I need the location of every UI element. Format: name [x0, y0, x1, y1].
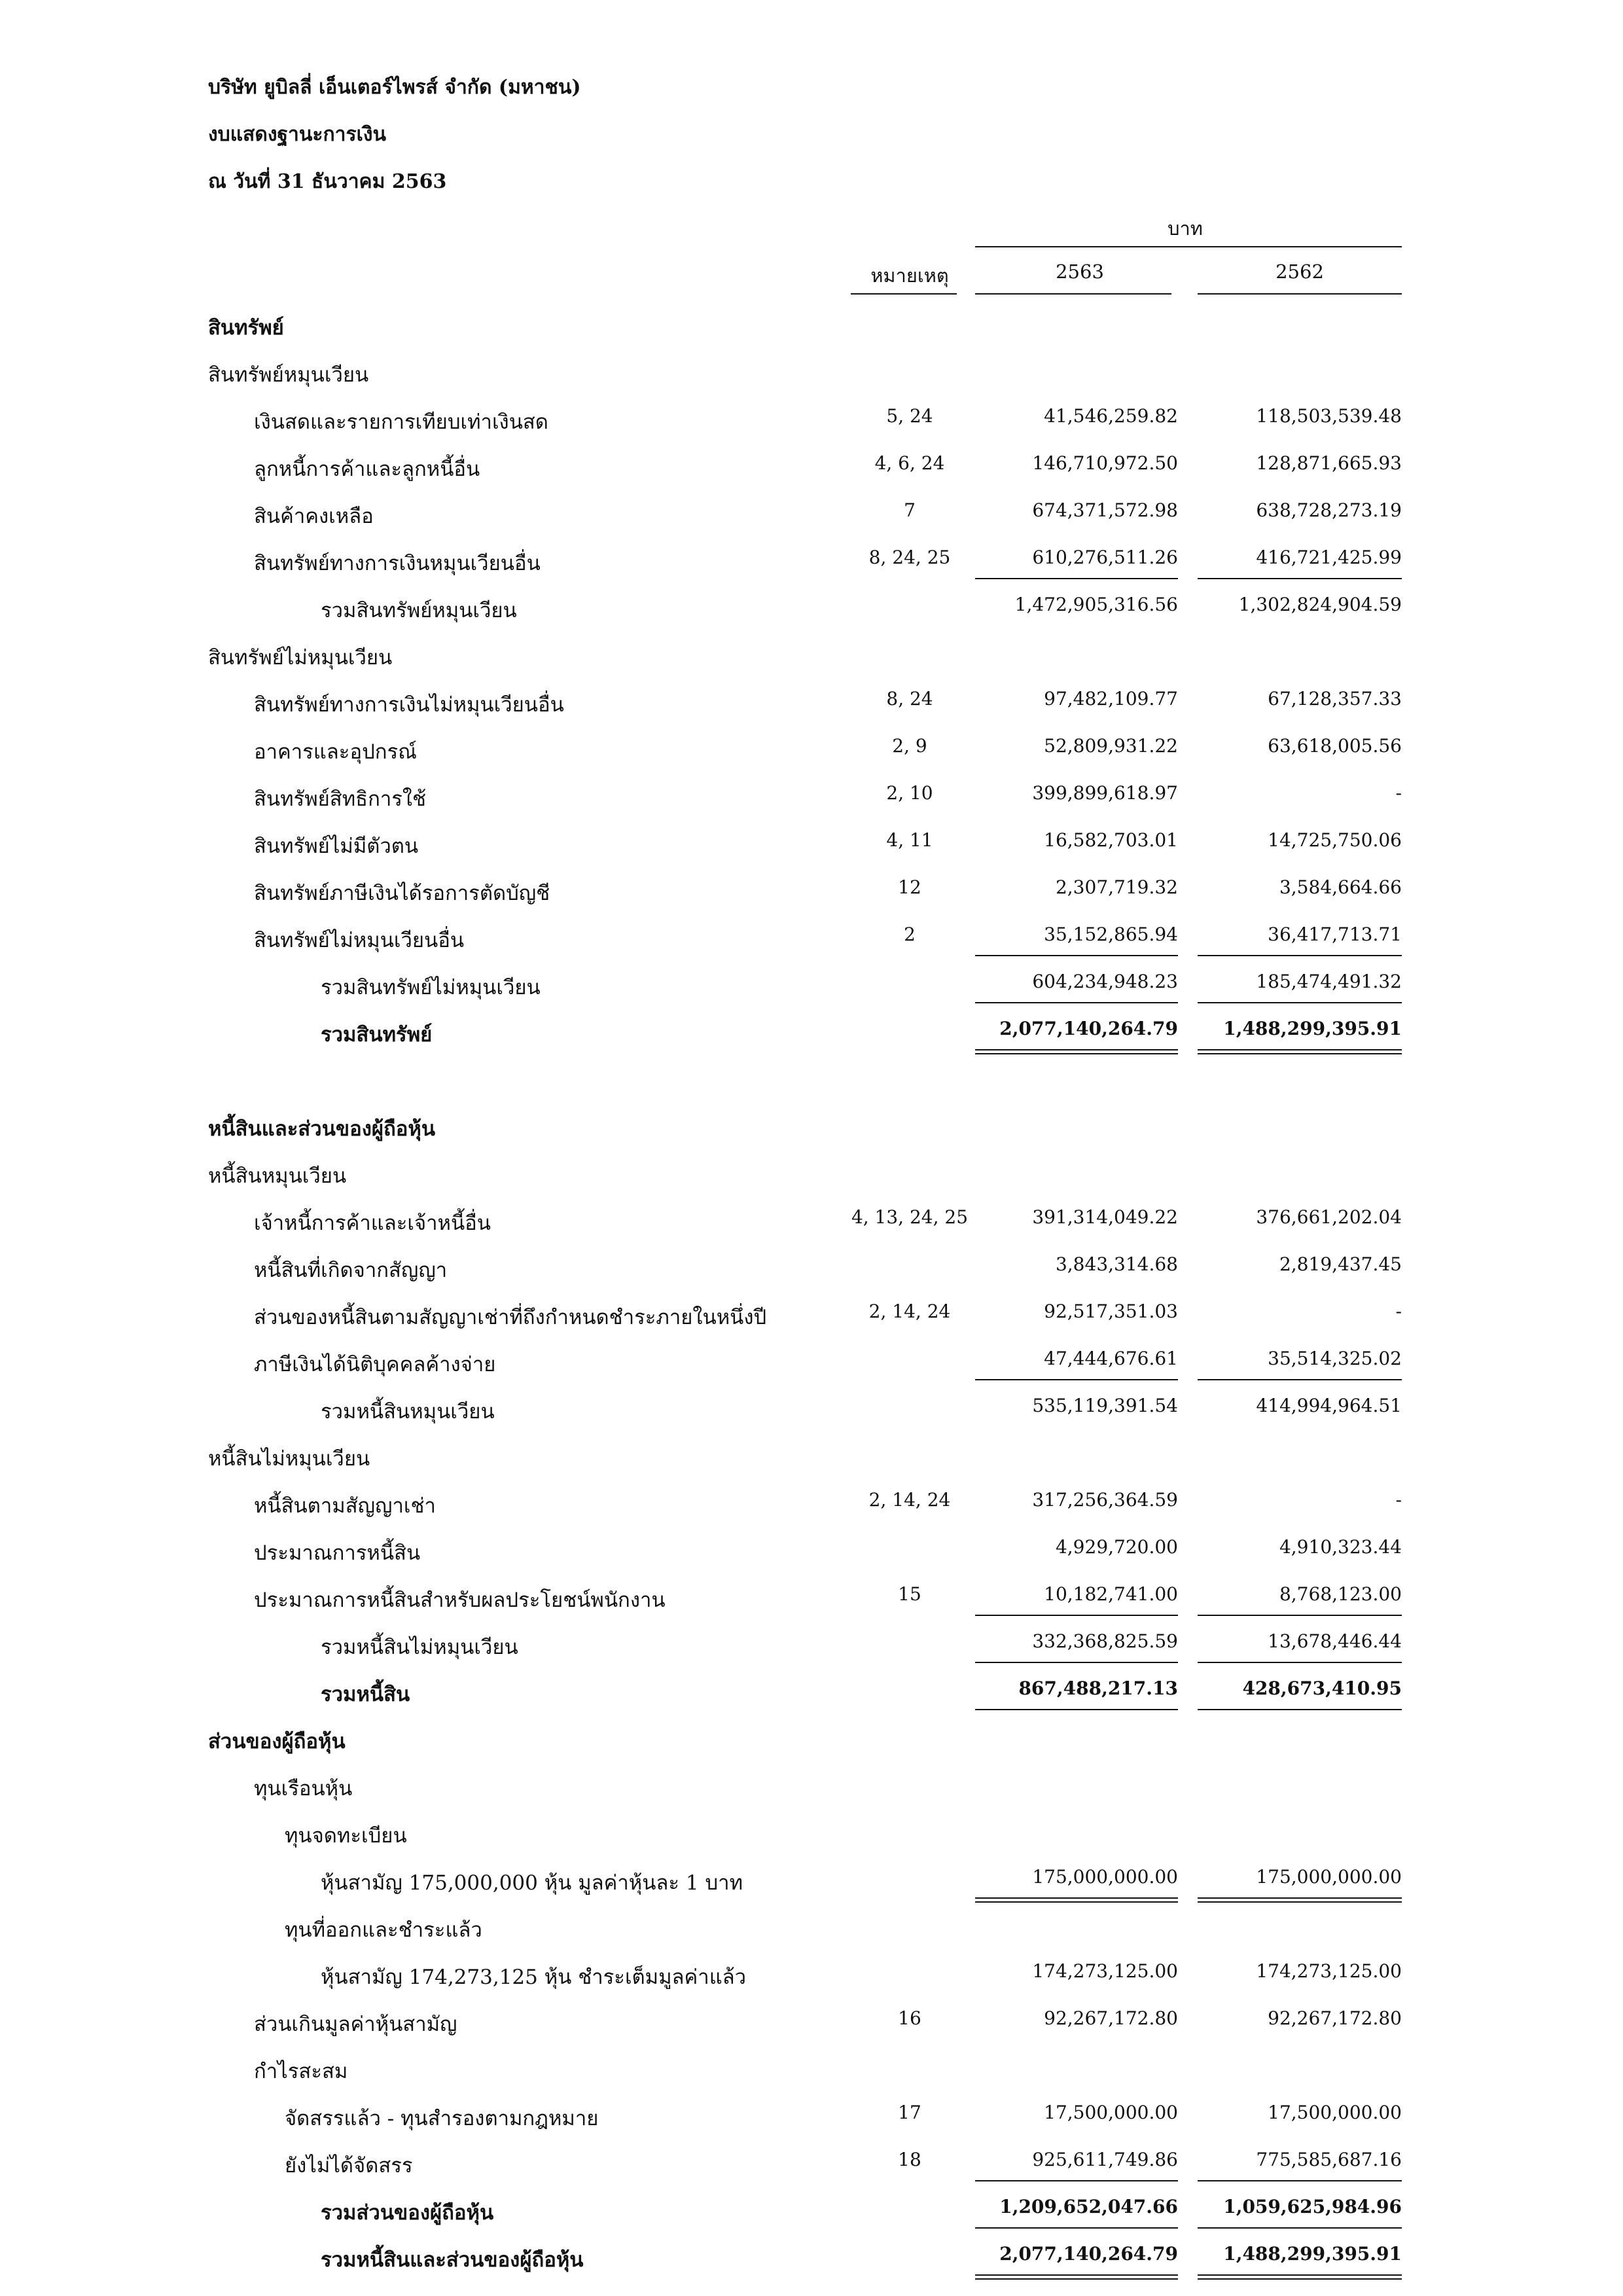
table-row [0, 971, 1623, 1007]
row-note: 8, 24, 25 [868, 547, 951, 568]
row-label: หนี้สินที่เกิดจากสัญญา [254, 1259, 448, 1282]
row-label: สินทรัพย์ภาษีเงินได้รอการตัดบัญชี [254, 882, 550, 905]
value-2562: 67,128,357.33 [1268, 688, 1402, 709]
value-2563: 10,182,741.00 [1044, 1583, 1178, 1605]
value-2563: 41,546,259.82 [1044, 405, 1178, 427]
row-label: ประมาณการหนี้สิน [254, 1541, 421, 1565]
value-2563: 317,256,364.59 [1032, 1489, 1178, 1511]
value-2562: 1,302,824,904.59 [1238, 594, 1402, 615]
table-row [0, 924, 1623, 960]
subtotal-rule [975, 1662, 1178, 1663]
row-label: หุ้นสามัญ 174,273,125 หุ้น ชำระเต็มมูลค่าแล้ว [321, 1965, 747, 1989]
table-row [0, 2102, 1623, 2138]
value-2562: - [1395, 1300, 1402, 1322]
table-row [0, 1819, 1623, 1856]
table-row [0, 1913, 1623, 1950]
table-row [0, 358, 1623, 395]
row-label: ส่วนเกินมูลค่าหุ้นสามัญ [254, 2013, 457, 2036]
table-row [0, 2243, 1623, 2280]
row-note: 17 [898, 2102, 921, 2123]
row-label: รวมสินทรัพย์ไม่หมุนเวียน [321, 976, 541, 999]
value-2562: 775,585,687.16 [1256, 2149, 1402, 2170]
row-note: 16 [898, 2007, 921, 2029]
subtotal-rule [1198, 2180, 1402, 2181]
table-row [0, 1395, 1623, 1431]
row-label: สินทรัพย์ [208, 316, 284, 340]
table-row [0, 1159, 1623, 1196]
row-label: เงินสดและรายการเทียบเท่าเงินสด [254, 410, 548, 434]
row-label: ทุนเรือนหุ้น [254, 1777, 353, 1801]
row-label: อาคารและอุปกรณ์ [254, 740, 417, 764]
value-2563: 35,152,865.94 [1044, 924, 1178, 945]
subtotal-rule [1198, 578, 1402, 579]
company-name: บริษัท ยูบิลลี่ เอ็นเตอร์ไพรส์ จำกัด (มหาชน) [208, 76, 581, 99]
value-2563: 604,234,948.23 [1032, 971, 1178, 992]
table-row [0, 1960, 1623, 1997]
value-2563: 1,472,905,316.56 [1014, 594, 1178, 615]
subtotal-rule [975, 1709, 1178, 1710]
value-2563: 391,314,049.22 [1032, 1206, 1178, 1228]
subtotal-rule [1198, 1379, 1402, 1380]
row-note: 2, 10 [886, 782, 933, 804]
total-double-rule [1198, 2274, 1402, 2280]
row-note: 12 [898, 876, 921, 898]
row-label: สินค้าคงเหลือ [254, 505, 374, 528]
value-2563: 47,444,676.61 [1044, 1348, 1178, 1369]
value-2562: 8,768,123.00 [1279, 1583, 1402, 1605]
value-2562: 175,000,000.00 [1256, 1866, 1402, 1888]
row-note: 2 [904, 924, 916, 945]
table-row [0, 1677, 1623, 1714]
value-2562: 638,728,273.19 [1256, 499, 1402, 521]
row-note: 4, 11 [886, 829, 933, 851]
row-label: หนี้สินหมุนเวียน [208, 1164, 347, 1188]
subtotal-rule [975, 578, 1178, 579]
row-note: 15 [898, 1583, 921, 1605]
value-2563: 399,899,618.97 [1032, 782, 1178, 804]
row-note: 2, 14, 24 [868, 1489, 951, 1511]
table-row [0, 2054, 1623, 2091]
value-2563: 4,929,720.00 [1055, 1536, 1178, 1558]
row-label: รวมสินทรัพย์หมุนเวียน [321, 599, 517, 622]
row-label: รวมหนี้สินไม่หมุนเวียน [321, 1636, 518, 1659]
value-2562: 36,417,713.71 [1268, 924, 1402, 945]
table-row [0, 1253, 1623, 1290]
table-row [0, 311, 1623, 348]
value-2563: 925,611,749.86 [1032, 2149, 1178, 2170]
table-row [0, 2196, 1623, 2233]
value-2562: 428,673,410.95 [1242, 1677, 1402, 1699]
value-2563: 1,209,652,047.66 [999, 2196, 1178, 2217]
value-2563: 16,582,703.01 [1044, 829, 1178, 851]
total-double-rule [975, 1897, 1178, 1903]
row-label: รวมหนี้สินหมุนเวียน [321, 1400, 495, 1424]
row-label: สินทรัพย์ทางการเงินหมุนเวียนอื่น [254, 552, 541, 575]
value-2562: 3,584,664.66 [1279, 876, 1402, 898]
table-row [0, 1725, 1623, 1761]
row-note: 2, 9 [892, 735, 927, 757]
table-row [0, 1772, 1623, 1808]
value-2562: 1,488,299,395.91 [1223, 1018, 1402, 1039]
row-label: สินทรัพย์สิทธิการใช้ [254, 787, 427, 811]
value-2562: 174,273,125.00 [1256, 1960, 1402, 1982]
value-2563: 92,517,351.03 [1044, 1300, 1178, 1322]
currency-header: บาท [1168, 217, 1203, 240]
row-label: ทุนที่ออกและชำระแล้ว [285, 1918, 482, 1942]
table-row [0, 1206, 1623, 1243]
table-row [0, 1866, 1623, 1903]
table-row [0, 641, 1623, 677]
row-note: 5, 24 [886, 405, 933, 427]
value-2562: 185,474,491.32 [1256, 971, 1402, 992]
row-note: 2, 14, 24 [868, 1300, 951, 1322]
value-2563: 867,488,217.13 [1018, 1677, 1178, 1699]
subtotal-rule [975, 2227, 1178, 2229]
note-header-underline [851, 293, 957, 295]
row-label: หนี้สินและส่วนของผู้ถือหุ้น [208, 1117, 436, 1141]
value-2563: 535,119,391.54 [1032, 1395, 1178, 1416]
table-row [0, 1536, 1623, 1573]
total-double-rule [975, 2274, 1178, 2280]
row-label: จัดสรรแล้ว - ทุนสำรองตามกฎหมาย [285, 2107, 599, 2130]
value-2563: 92,267,172.80 [1044, 2007, 1178, 2029]
table-row [0, 782, 1623, 819]
value-2562: 4,910,323.44 [1279, 1536, 1402, 1558]
row-label: ประมาณการหนี้สินสำหรับผลประโยชน์พนักงาน [254, 1588, 666, 1612]
row-label: ส่วนของผู้ถือหุ้น [208, 1730, 346, 1753]
row-label: สินทรัพย์หมุนเวียน [208, 363, 369, 387]
subtotal-rule [1198, 2227, 1402, 2229]
row-label: ลูกหนี้การค้าและลูกหนี้อื่น [254, 457, 480, 481]
value-2563: 2,077,140,264.79 [999, 2243, 1178, 2265]
value-2562: 13,678,446.44 [1268, 1630, 1402, 1652]
table-row [0, 735, 1623, 772]
row-label: กำไรสะสม [254, 2060, 348, 2083]
row-label: รวมหนี้สิน [321, 1683, 410, 1706]
value-2563: 674,371,572.98 [1032, 499, 1178, 521]
value-2563: 332,368,825.59 [1032, 1630, 1178, 1652]
table-row [0, 829, 1623, 866]
subtotal-rule [975, 1002, 1178, 1003]
row-note: 7 [904, 499, 916, 521]
value-2562: 1,059,625,984.96 [1223, 2196, 1402, 2217]
table-row [0, 499, 1623, 536]
subtotal-rule [975, 1379, 1178, 1380]
value-2563: 146,710,972.50 [1032, 452, 1178, 474]
value-2562: 414,994,964.51 [1256, 1395, 1402, 1416]
value-2562: 416,721,425.99 [1256, 547, 1402, 568]
year-2563-underline [975, 293, 1171, 295]
value-2563: 52,809,931.22 [1044, 735, 1178, 757]
row-label: รวมหนี้สินและส่วนของผู้ถือหุ้น [321, 2248, 584, 2272]
row-label: ภาษีเงินได้นิติบุคคลค้างจ่าย [254, 1353, 496, 1376]
value-2563: 2,307,719.32 [1055, 876, 1178, 898]
subtotal-rule [1198, 1002, 1402, 1003]
row-label: หนี้สินตามสัญญาเช่า [254, 1494, 436, 1518]
row-label: รวมส่วนของผู้ถือหุ้น [321, 2201, 494, 2225]
value-2563: 2,077,140,264.79 [999, 1018, 1178, 1039]
statement-title: งบแสดงฐานะการเงิน [208, 123, 387, 146]
value-2562: 35,514,325.02 [1268, 1348, 1402, 1369]
table-row [0, 876, 1623, 913]
row-label: หนี้สินไม่หมุนเวียน [208, 1447, 370, 1471]
total-double-rule [1198, 1049, 1402, 1054]
total-double-rule [1198, 1897, 1402, 1903]
year-2562-underline [1198, 293, 1402, 295]
subtotal-rule [1198, 955, 1402, 956]
subtotal-rule [1198, 1709, 1402, 1710]
value-2562: 92,267,172.80 [1268, 2007, 1402, 2029]
statement-date: ณ วันที่ 31 ธันวาคม 2563 [208, 170, 447, 193]
table-row [0, 2007, 1623, 2044]
row-note: 4, 6, 24 [874, 452, 945, 474]
row-label: เจ้าหนี้การค้าและเจ้าหนี้อื่น [254, 1211, 491, 1235]
table-row [0, 405, 1623, 442]
table-row [0, 547, 1623, 583]
note-column-header: หมายเหตุ [870, 264, 949, 287]
row-label: หุ้นสามัญ 175,000,000 หุ้น มูลค่าหุ้นละ 1 บาท [321, 1871, 743, 1895]
row-label: สินทรัพย์ไม่หมุนเวียน [208, 646, 393, 670]
value-2562: 128,871,665.93 [1256, 452, 1402, 474]
year-2562-header: 2562 [1275, 260, 1324, 283]
row-label: ส่วนของหนี้สินตามสัญญาเช่าที่ถึงกำหนดชำระภายในหนึ่งปี [254, 1306, 767, 1329]
table-row [0, 1442, 1623, 1479]
value-2563: 175,000,000.00 [1032, 1866, 1178, 1888]
value-2562: - [1395, 1489, 1402, 1511]
table-row [0, 594, 1623, 630]
row-label: สินทรัพย์ไม่หมุนเวียนอื่น [254, 929, 465, 952]
subtotal-rule [1198, 1662, 1402, 1663]
subtotal-rule [1198, 1615, 1402, 1616]
value-2563: 97,482,109.77 [1044, 688, 1178, 709]
row-note: 4, 13, 24, 25 [851, 1206, 969, 1228]
value-2562: - [1395, 782, 1402, 804]
row-note: 8, 24 [886, 688, 933, 709]
currency-underline [975, 246, 1402, 247]
value-2562: 2,819,437.45 [1279, 1253, 1402, 1275]
subtotal-rule [975, 955, 1178, 956]
table-row [0, 1348, 1623, 1384]
year-2563-header: 2563 [1056, 260, 1104, 283]
row-label: ยังไม่ได้จัดสรร [285, 2154, 413, 2178]
table-row [0, 1489, 1623, 1526]
value-2562: 1,488,299,395.91 [1223, 2243, 1402, 2265]
row-label: ทุนจดทะเบียน [285, 1824, 407, 1848]
value-2562: 118,503,539.48 [1256, 405, 1402, 427]
row-label: รวมสินทรัพย์ [321, 1023, 433, 1047]
table-row [0, 1112, 1623, 1149]
table-row [0, 1583, 1623, 1620]
row-label: สินทรัพย์ไม่มีตัวตน [254, 834, 419, 858]
table-row [0, 452, 1623, 489]
subtotal-rule [975, 1615, 1178, 1616]
value-2562: 17,500,000.00 [1268, 2102, 1402, 2123]
total-double-rule [975, 1049, 1178, 1054]
value-2562: 376,661,202.04 [1256, 1206, 1402, 1228]
row-label: สินทรัพย์ทางการเงินไม่หมุนเวียนอื่น [254, 693, 564, 717]
table-row [0, 1065, 1623, 1102]
table-row [0, 2149, 1623, 2185]
table-row [0, 1630, 1623, 1667]
table-row [0, 688, 1623, 725]
value-2563: 610,276,511.26 [1032, 547, 1178, 568]
row-note: 18 [898, 2149, 921, 2170]
value-2563: 174,273,125.00 [1032, 1960, 1178, 1982]
value-2563: 17,500,000.00 [1044, 2102, 1178, 2123]
table-row [0, 1300, 1623, 1337]
value-2562: 14,725,750.06 [1268, 829, 1402, 851]
subtotal-rule [975, 2180, 1178, 2181]
value-2562: 63,618,005.56 [1268, 735, 1402, 757]
table-row [0, 1018, 1623, 1054]
value-2563: 3,843,314.68 [1055, 1253, 1178, 1275]
